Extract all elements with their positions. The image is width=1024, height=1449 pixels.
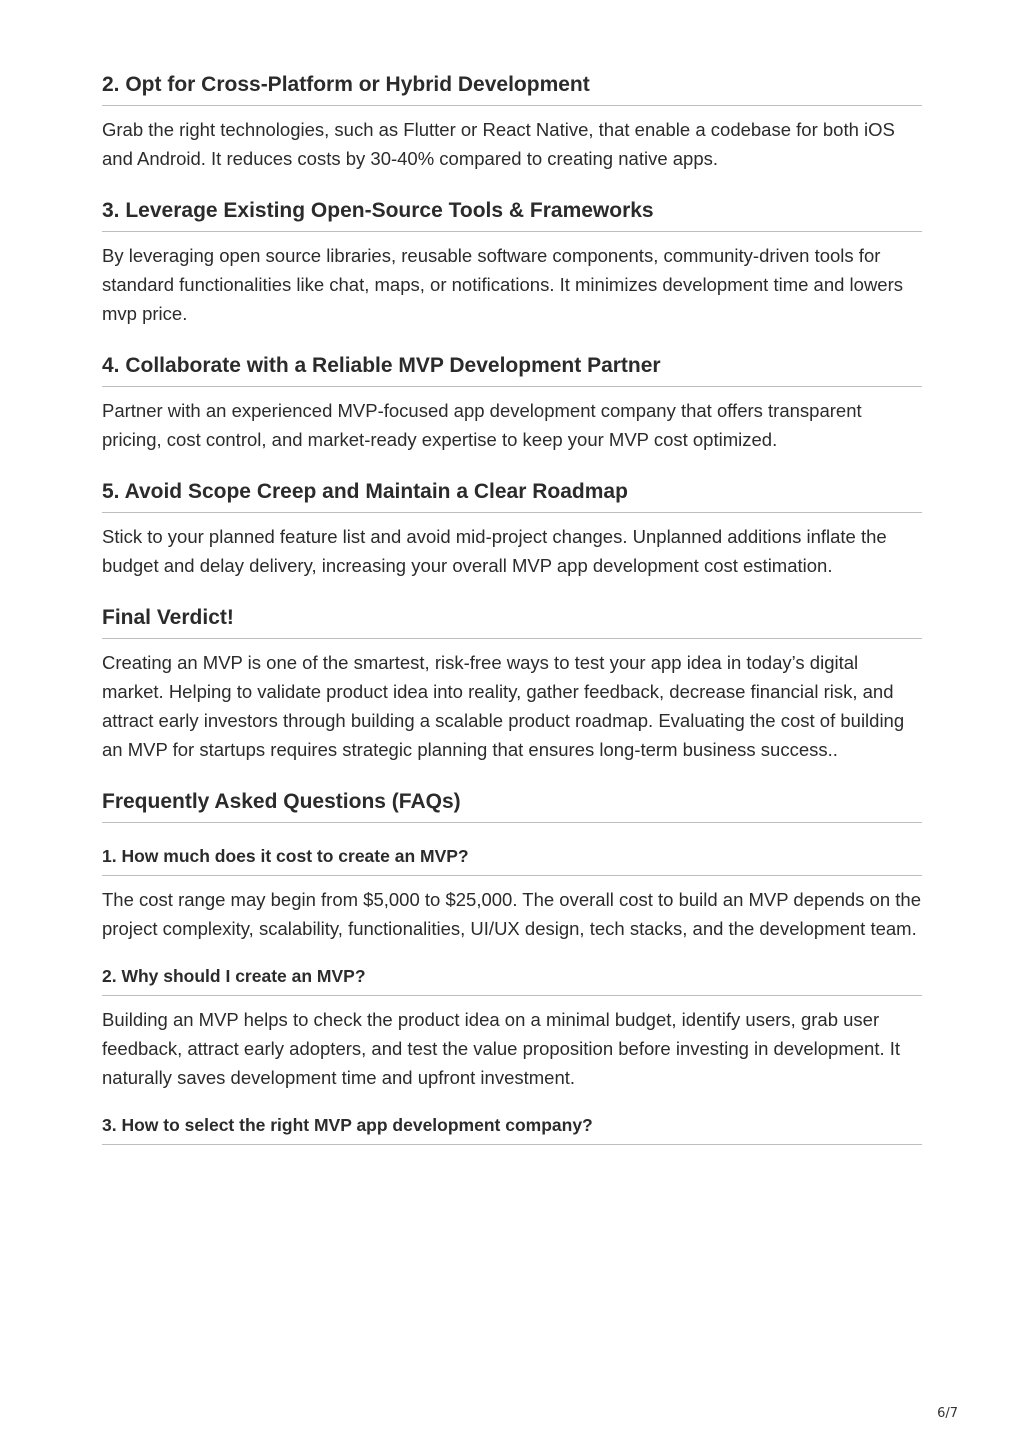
- page-number: 6/7: [937, 1406, 958, 1421]
- section-paragraph: Stick to your planned feature list and avoid mid-project changes. Unplanned additions inflate the budget and delay delivery, increasing your overall MVP app development cost estimation.: [102, 526, 887, 576]
- section-paragraph: By leveraging open source libraries, reusable software components, community-driven tools for standard functionalities like chat, maps, or notifications. It minimizes development time and lowers mvp price.: [102, 245, 904, 324]
- faq-item: [102, 1108, 922, 1145]
- faq-answer: Building an MVP helps to check the product idea on a minimal budget, identify users, grab user feedback, attract early adopters, and test the value proposition before investing in development. It naturally saves development time and upfront investment.: [102, 1009, 901, 1088]
- faqs-heading: Frequently Asked Questions (FAQs): [102, 783, 922, 823]
- section-partner: [102, 347, 922, 454]
- section-paragraph: Partner with an experienced MVP-focused app development company that offers transparent pricing, cost control, and market-ready expertise to keep your MVP cost optimized.: [102, 400, 862, 450]
- section-cross-platform: [102, 66, 922, 173]
- section-paragraph: Creating an MVP is one of the smartest, risk-free ways to test your app idea in today’s digital market. Helping to validate product idea into reality, gather feedback, decrease financial risk, and attract early investors through building a scalable product roadmap. Evaluating the cost of building an MVP for startups requires strategic planning that ensures long-term business success..: [102, 652, 905, 760]
- section-final-verdict: [102, 599, 922, 764]
- faq-question: 2. Why should I create an MVP?: [102, 959, 922, 996]
- section-heading: 4. Collaborate with a Reliable MVP Development Partner: [102, 347, 922, 387]
- section-scope-creep: [102, 473, 922, 580]
- faq-question: 3. How to select the right MVP app development company?: [102, 1108, 922, 1145]
- section-open-source: [102, 192, 922, 328]
- section-faqs: [102, 783, 922, 1145]
- section-heading: 5. Avoid Scope Creep and Maintain a Clear Roadmap: [102, 473, 922, 513]
- section-heading: Final Verdict!: [102, 599, 922, 639]
- section-heading: 3. Leverage Existing Open-Source Tools & Frameworks: [102, 192, 922, 232]
- faq-answer: The cost range may begin from $5,000 to $25,000. The overall cost to build an MVP depends on the project complexity, scalability, functionalities, UI/UX design, tech stacks, and the development team.: [102, 889, 921, 939]
- faq-item: [102, 959, 922, 1092]
- faq-question: 1. How much does it cost to create an MVP?: [102, 839, 922, 876]
- section-paragraph: Grab the right technologies, such as Flutter or React Native, that enable a codebase for both iOS and Android. It reduces costs by 30-40% compared to creating native apps.: [102, 119, 895, 169]
- section-heading: 2. Opt for Cross-Platform or Hybrid Development: [102, 66, 922, 106]
- document-content: [102, 66, 922, 1145]
- faq-item: [102, 839, 922, 943]
